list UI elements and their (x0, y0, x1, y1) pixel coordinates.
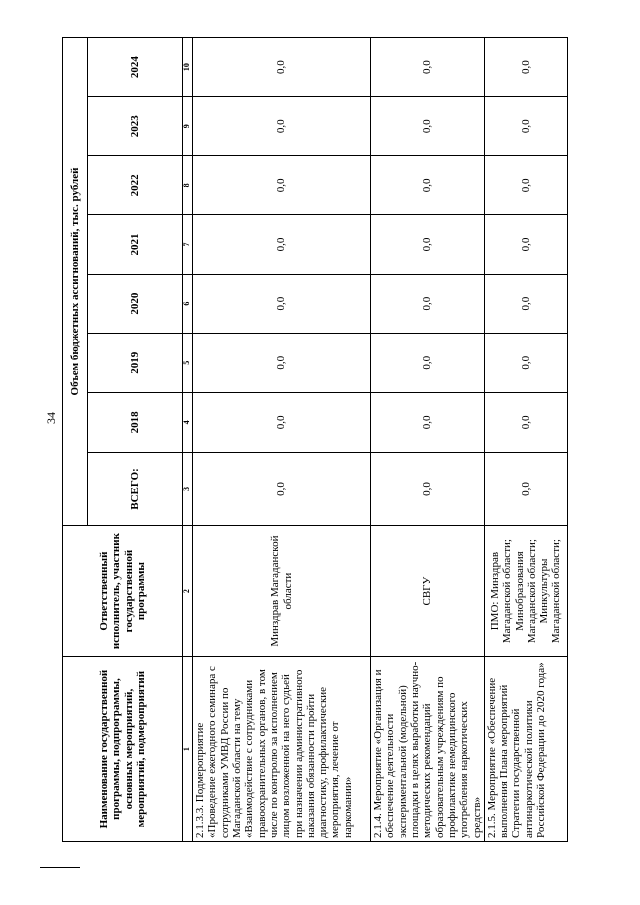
row-value: 0,0 (193, 156, 371, 215)
column-index: 8 (183, 156, 193, 215)
row-value: 0,0 (371, 452, 485, 525)
page-number: 34 (44, 412, 58, 424)
row-value: 0,0 (484, 392, 567, 452)
row-name: 2.1.3.3. Подмероприятие «Проведение ежегодного семинара с сотрудниками УМВД России по Магаданской области на тему «Взаимодействие с сотрудниками правоохранительных органов, в том числе по контролю за исполнением лицом возложенной на него судьей при назначении административного наказания обязанности пройти диагностику, профилактические мероприятия, лечение от наркомании» (193, 657, 371, 842)
header-name: Наименование государственной программы, подпрограммы, основных мероприятий, мероприятий, подмероприятий (63, 657, 183, 842)
row-value: 0,0 (484, 333, 567, 392)
column-index: 10 (183, 38, 193, 97)
row-responsible: СВГУ (371, 526, 485, 657)
table-row (371, 38, 485, 842)
row-value: 0,0 (193, 392, 371, 452)
column-index: 3 (183, 452, 193, 525)
row-value: 0,0 (484, 215, 567, 274)
row-value: 0,0 (193, 452, 371, 525)
column-index: 9 (183, 97, 193, 156)
header-row-top (63, 38, 88, 842)
column-index: 1 (183, 657, 193, 842)
row-value: 0,0 (371, 392, 485, 452)
header-year: 2024 (88, 38, 183, 97)
column-index: 2 (183, 526, 193, 657)
table-row (484, 38, 567, 842)
row-value: 0,0 (193, 38, 371, 97)
header-year: 2020 (88, 274, 183, 333)
column-index: 5 (183, 333, 193, 392)
header-budget-group: Объем бюджетных ассигнований, тыс. рублей (63, 38, 88, 526)
row-value: 0,0 (484, 452, 567, 525)
header-year: 2023 (88, 97, 183, 156)
column-index: 7 (183, 215, 193, 274)
header-year: 2021 (88, 215, 183, 274)
row-value: 0,0 (371, 38, 485, 97)
column-index-row (183, 38, 193, 842)
header-year: 2019 (88, 333, 183, 392)
budget-table-sheet (62, 37, 612, 842)
table-row (193, 38, 371, 842)
row-value: 0,0 (371, 274, 485, 333)
row-value: 0,0 (371, 215, 485, 274)
header-year: 2022 (88, 156, 183, 215)
footer-rule (40, 867, 80, 868)
row-value: 0,0 (371, 156, 485, 215)
row-name: 2.1.5. Мероприятие «Обеспечение выполнения Плана мероприятий Стратегии государственной антинаркотической политики Российской Федерации до 2020 года» (484, 657, 567, 842)
header-total: ВСЕГО: (88, 452, 183, 525)
column-index: 6 (183, 274, 193, 333)
row-value: 0,0 (484, 38, 567, 97)
row-name: 2.1.4. Мероприятие «Организация и обеспечение деятельности экспериментальной (модельной) площадки в целях выработки научно-методических рекомендаций образовательным учреждениям по профилактике немедицинского употребления наркотических средств» (371, 657, 485, 842)
row-responsible: Минздрав Магаданской области (193, 526, 371, 657)
header-responsible: Ответственный исполнитель, участник государственной программы (63, 526, 183, 657)
row-value: 0,0 (484, 274, 567, 333)
row-value: 0,0 (371, 97, 485, 156)
row-value: 0,0 (193, 97, 371, 156)
budget-table (62, 37, 568, 842)
header-year: 2018 (88, 392, 183, 452)
row-responsible: ПМО: Минздрав Магаданской области; Минобразования Магаданской области; Минкультуры Магаданской области; (484, 526, 567, 657)
row-value: 0,0 (193, 333, 371, 392)
row-value: 0,0 (193, 215, 371, 274)
row-value: 0,0 (193, 274, 371, 333)
row-value: 0,0 (484, 97, 567, 156)
row-value: 0,0 (371, 333, 485, 392)
column-index: 4 (183, 392, 193, 452)
row-value: 0,0 (484, 156, 567, 215)
